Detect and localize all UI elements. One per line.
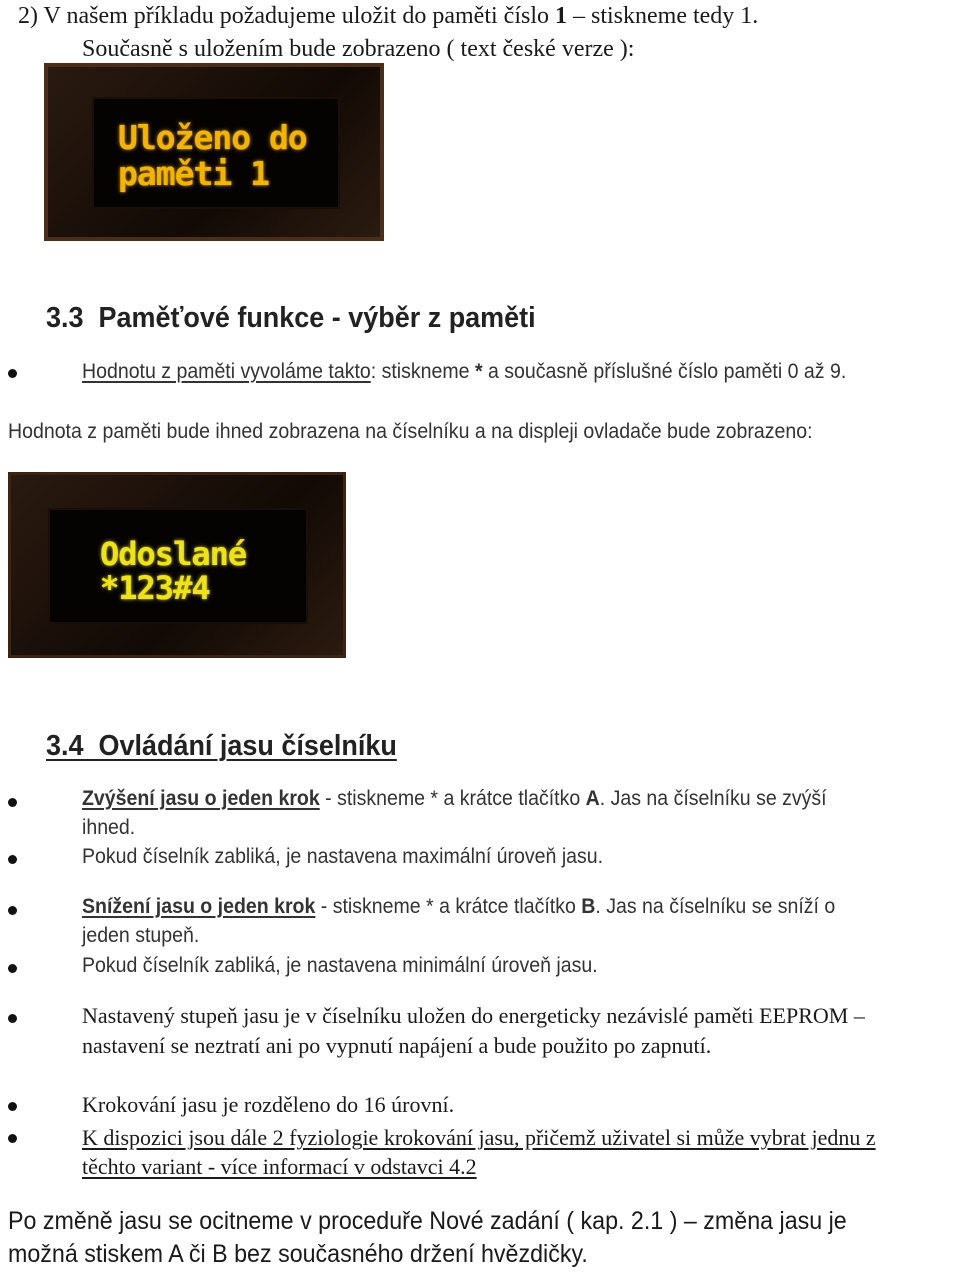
bullet: [8, 798, 17, 807]
section-number: 3.3: [46, 302, 84, 334]
bullet-eeprom-cont: nastavení se neztratí ani po vypnutí napájení a bude použito po zapnutí.: [82, 1033, 712, 1058]
section-title: Paměťové funkce - výběr z paměti: [98, 302, 536, 334]
recall-text: : stiskneme: [370, 360, 475, 383]
bullet-min-brightness: Pokud číselník zabliká, je nastavena minimální úroveň jasu.: [82, 954, 598, 977]
bullet-physiology-link[interactable]: K dispozici jsou dále 2 fyziologie krokování jasu, přičemž uživatel si může vybrat jednu z: [82, 1125, 876, 1150]
bullet: [8, 369, 17, 378]
star-key: *: [474, 360, 483, 383]
brightness-up-label: Zvýšení jasu o jeden krok: [82, 787, 320, 810]
bullet: [8, 1014, 17, 1023]
bullet-levels: Krokování jasu je rozděleno do 16 úrovní.: [82, 1092, 455, 1117]
intro-number: 1: [555, 3, 567, 29]
recall-link[interactable]: Hodnotu z paměti vyvoláme takto: [82, 360, 371, 383]
display-line-1: Odoslané: [100, 535, 247, 573]
bullet-brightness-down: [82, 895, 835, 919]
footer-line-2: možná stiskem A či B bez současného držení hvězdičky.: [8, 1240, 588, 1268]
intro-line-1: [18, 0, 758, 33]
bullet-brightness-up-cont: ihned.: [82, 816, 136, 839]
display-line-2: paměti 1: [118, 154, 269, 193]
bullet: [8, 855, 17, 864]
bullet-eeprom: Nastavený stupeň jasu je v číselníku uložen do energeticky nezávislé paměti EEPROM –: [82, 1003, 865, 1028]
bullet-recall: [82, 360, 846, 384]
text: . Jas na číselníku se zvýší: [599, 787, 827, 810]
recall-text-end: a současně příslušné číslo paměti 0 až 9.: [482, 360, 847, 383]
bullet: [8, 1102, 17, 1111]
bullet: [8, 964, 17, 973]
key-a: A: [585, 787, 600, 810]
intro-text: 2) V našem příkladu požadujeme uložit do paměti číslo: [18, 3, 555, 29]
text: - stiskneme * a krátce tlačítko: [315, 895, 582, 918]
section-title: Ovládání jasu číselníku: [98, 730, 397, 762]
brightness-down-label: Snížení jasu o jeden krok: [82, 895, 316, 918]
bullet-max-brightness: Pokud číselník zabliká, je nastavena maximální úroveň jasu.: [82, 845, 604, 868]
bullet-brightness-up: [82, 787, 827, 811]
intro-line-2: Současně s uložením bude zobrazeno ( text české verze ):: [82, 36, 635, 62]
recall-paragraph: Hodnota z paměti bude ihned zobrazena na číselníku a na displeji ovladače bude zobrazeno:: [8, 420, 813, 443]
display-photo-saved: [44, 63, 384, 241]
text: - stiskneme * a krátce tlačítko: [319, 787, 586, 810]
display-line-2: *123#4: [100, 569, 210, 607]
bullet-physiology-link-cont[interactable]: těchto variant - více informací v odstavci 4.2: [82, 1154, 477, 1179]
footer-line-1: Po změně jasu se ocitneme v proceduře Nové zadání ( kap. 2.1 ) – změna jasu je: [8, 1207, 847, 1235]
key-b: B: [581, 895, 596, 918]
text: . Jas na číselníku se sníží o: [595, 895, 836, 918]
section-heading-3-4: [46, 730, 397, 763]
display-photo-sent: [8, 472, 346, 658]
bullet-brightness-down-cont: jeden stupeň.: [82, 924, 200, 947]
bullet: [8, 906, 17, 915]
section-number: 3.4: [46, 730, 84, 762]
bullet: [8, 1134, 17, 1143]
display-line-1: Uloženo do: [118, 118, 307, 157]
intro-text-end: – stiskneme tedy 1.: [567, 3, 759, 29]
section-heading-3-3: [46, 302, 536, 335]
